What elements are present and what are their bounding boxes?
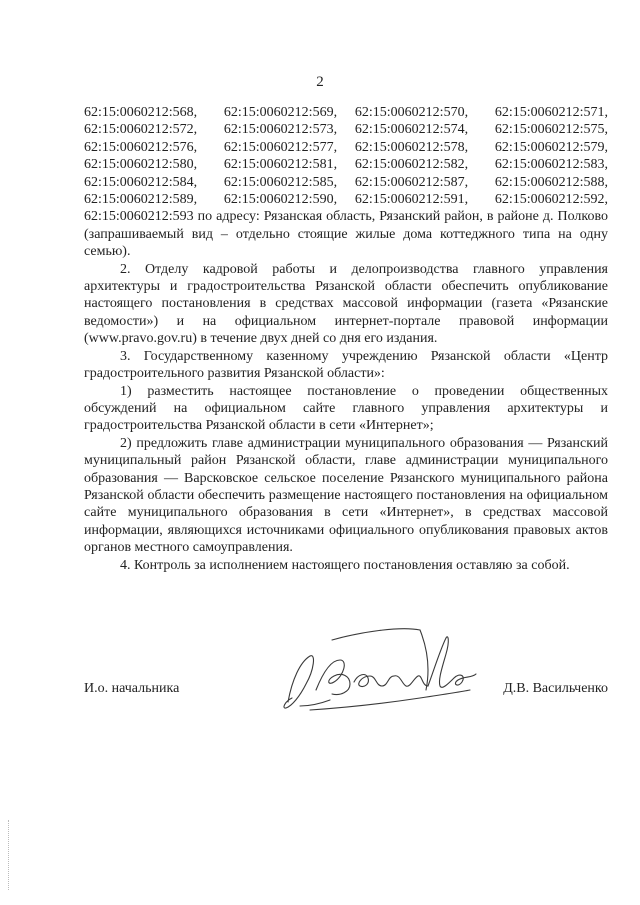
page-number: 2 [316,74,324,90]
cadastral-number: 62:15:0060212:571, [494,105,608,120]
cadastral-number: 62:15:0060212:575, [494,122,608,138]
cadastral-number: 62:15:0060212:570, [354,105,469,120]
signatory-name: Д.В. Васильченко [503,681,608,696]
paragraph-3: 3. Государственному казенному учреждению Рязанской области «Центр градостроительного развития Рязанской области»: [84,348,608,382]
cadastral-number: 62:15:0060212:588, [494,174,608,190]
cadastral-row [84,121,608,138]
cadastral-number: 62:15:0060212:568, [84,105,198,120]
cadastral-row [84,104,608,121]
cadastral-number: 62:15:0060212:578, [354,139,469,155]
cadastral-row [84,191,608,208]
cadastral-number: 62:15:0060212:574, [354,122,469,138]
cadastral-number: 62:15:0060212:592, [494,192,608,208]
cadastral-row [84,174,608,191]
cadastral-number: 62:15:0060212:573, [223,122,338,138]
cadastral-number: 62:15:0060212:591, [354,192,469,208]
cadastral-number: 62:15:0060212:582, [354,157,469,173]
scan-margin-dots [8,820,10,890]
paragraph-2: 2. Отделу кадровой работы и делопроизводства главного управления архитектуры и градостроительства Рязанской области обеспечить опубликование настоящего постановления в средствах массовой информации (газета «Рязанские ведомости») и на официальном интернет-портале правовой информации (www.pravo.gov.ru) в течение двух дней со дня его издания. [84,261,608,347]
cadastral-number: 62:15:0060212:576, [84,139,198,155]
cadastral-row [84,156,608,173]
cadastral-number: 62:15:0060212:590, [223,192,338,208]
paragraph-3-2: 2) предложить главе администрации муниципального образования — Рязанский муниципальный район Рязанской области, главе администрации муниципального образования — Варсковское сельское поселение Рязанского муниципального района Рязанской области обеспечить размещение настоящего постановления на официальном сайте муниципального образования в сети «Интернет», в средствах массовой информации, являющихся источниками официального опубликования правовых актов органов местного самоуправления. [84,435,608,556]
paragraph-3-1: 1) разместить настоящее постановление о проведении общественных обсуждений на официальном сайте главного управления архитектуры и градостроительства Рязанской области в сети «Интернет»; [84,383,608,434]
cadastral-number: 62:15:0060212:581, [223,157,338,173]
address-text: 62:15:0060212:593 по адресу: Рязанская область, Рязанский район, в районе д. Полково (запрашиваемый вид – отдельно стоящие жилые дома коттеджного типа на одну семью). [84,209,608,260]
cadastral-numbers-table [84,104,608,208]
cadastral-number: 62:15:0060212:589, [84,192,198,208]
cadastral-number: 62:15:0060212:579, [494,139,608,155]
cadastral-number: 62:15:0060212:584, [84,174,198,190]
cadastral-number: 62:15:0060212:585, [223,174,338,190]
cadastral-number: 62:15:0060212:577, [223,139,338,155]
handwritten-signature [270,610,500,725]
cadastral-number: 62:15:0060212:572, [84,122,198,138]
paragraph-4: 4. Контроль за исполнением настоящего постановления оставляю за собой. [120,557,570,573]
cadastral-number: 62:15:0060212:569, [223,105,338,120]
signature-position-label: И.о. начальника [84,681,180,696]
document-body [84,104,608,574]
cadastral-number: 62:15:0060212:580, [84,157,198,173]
cadastral-number: 62:15:0060212:587, [354,174,469,190]
cadastral-row [84,139,608,156]
cadastral-number: 62:15:0060212:583, [494,157,608,173]
